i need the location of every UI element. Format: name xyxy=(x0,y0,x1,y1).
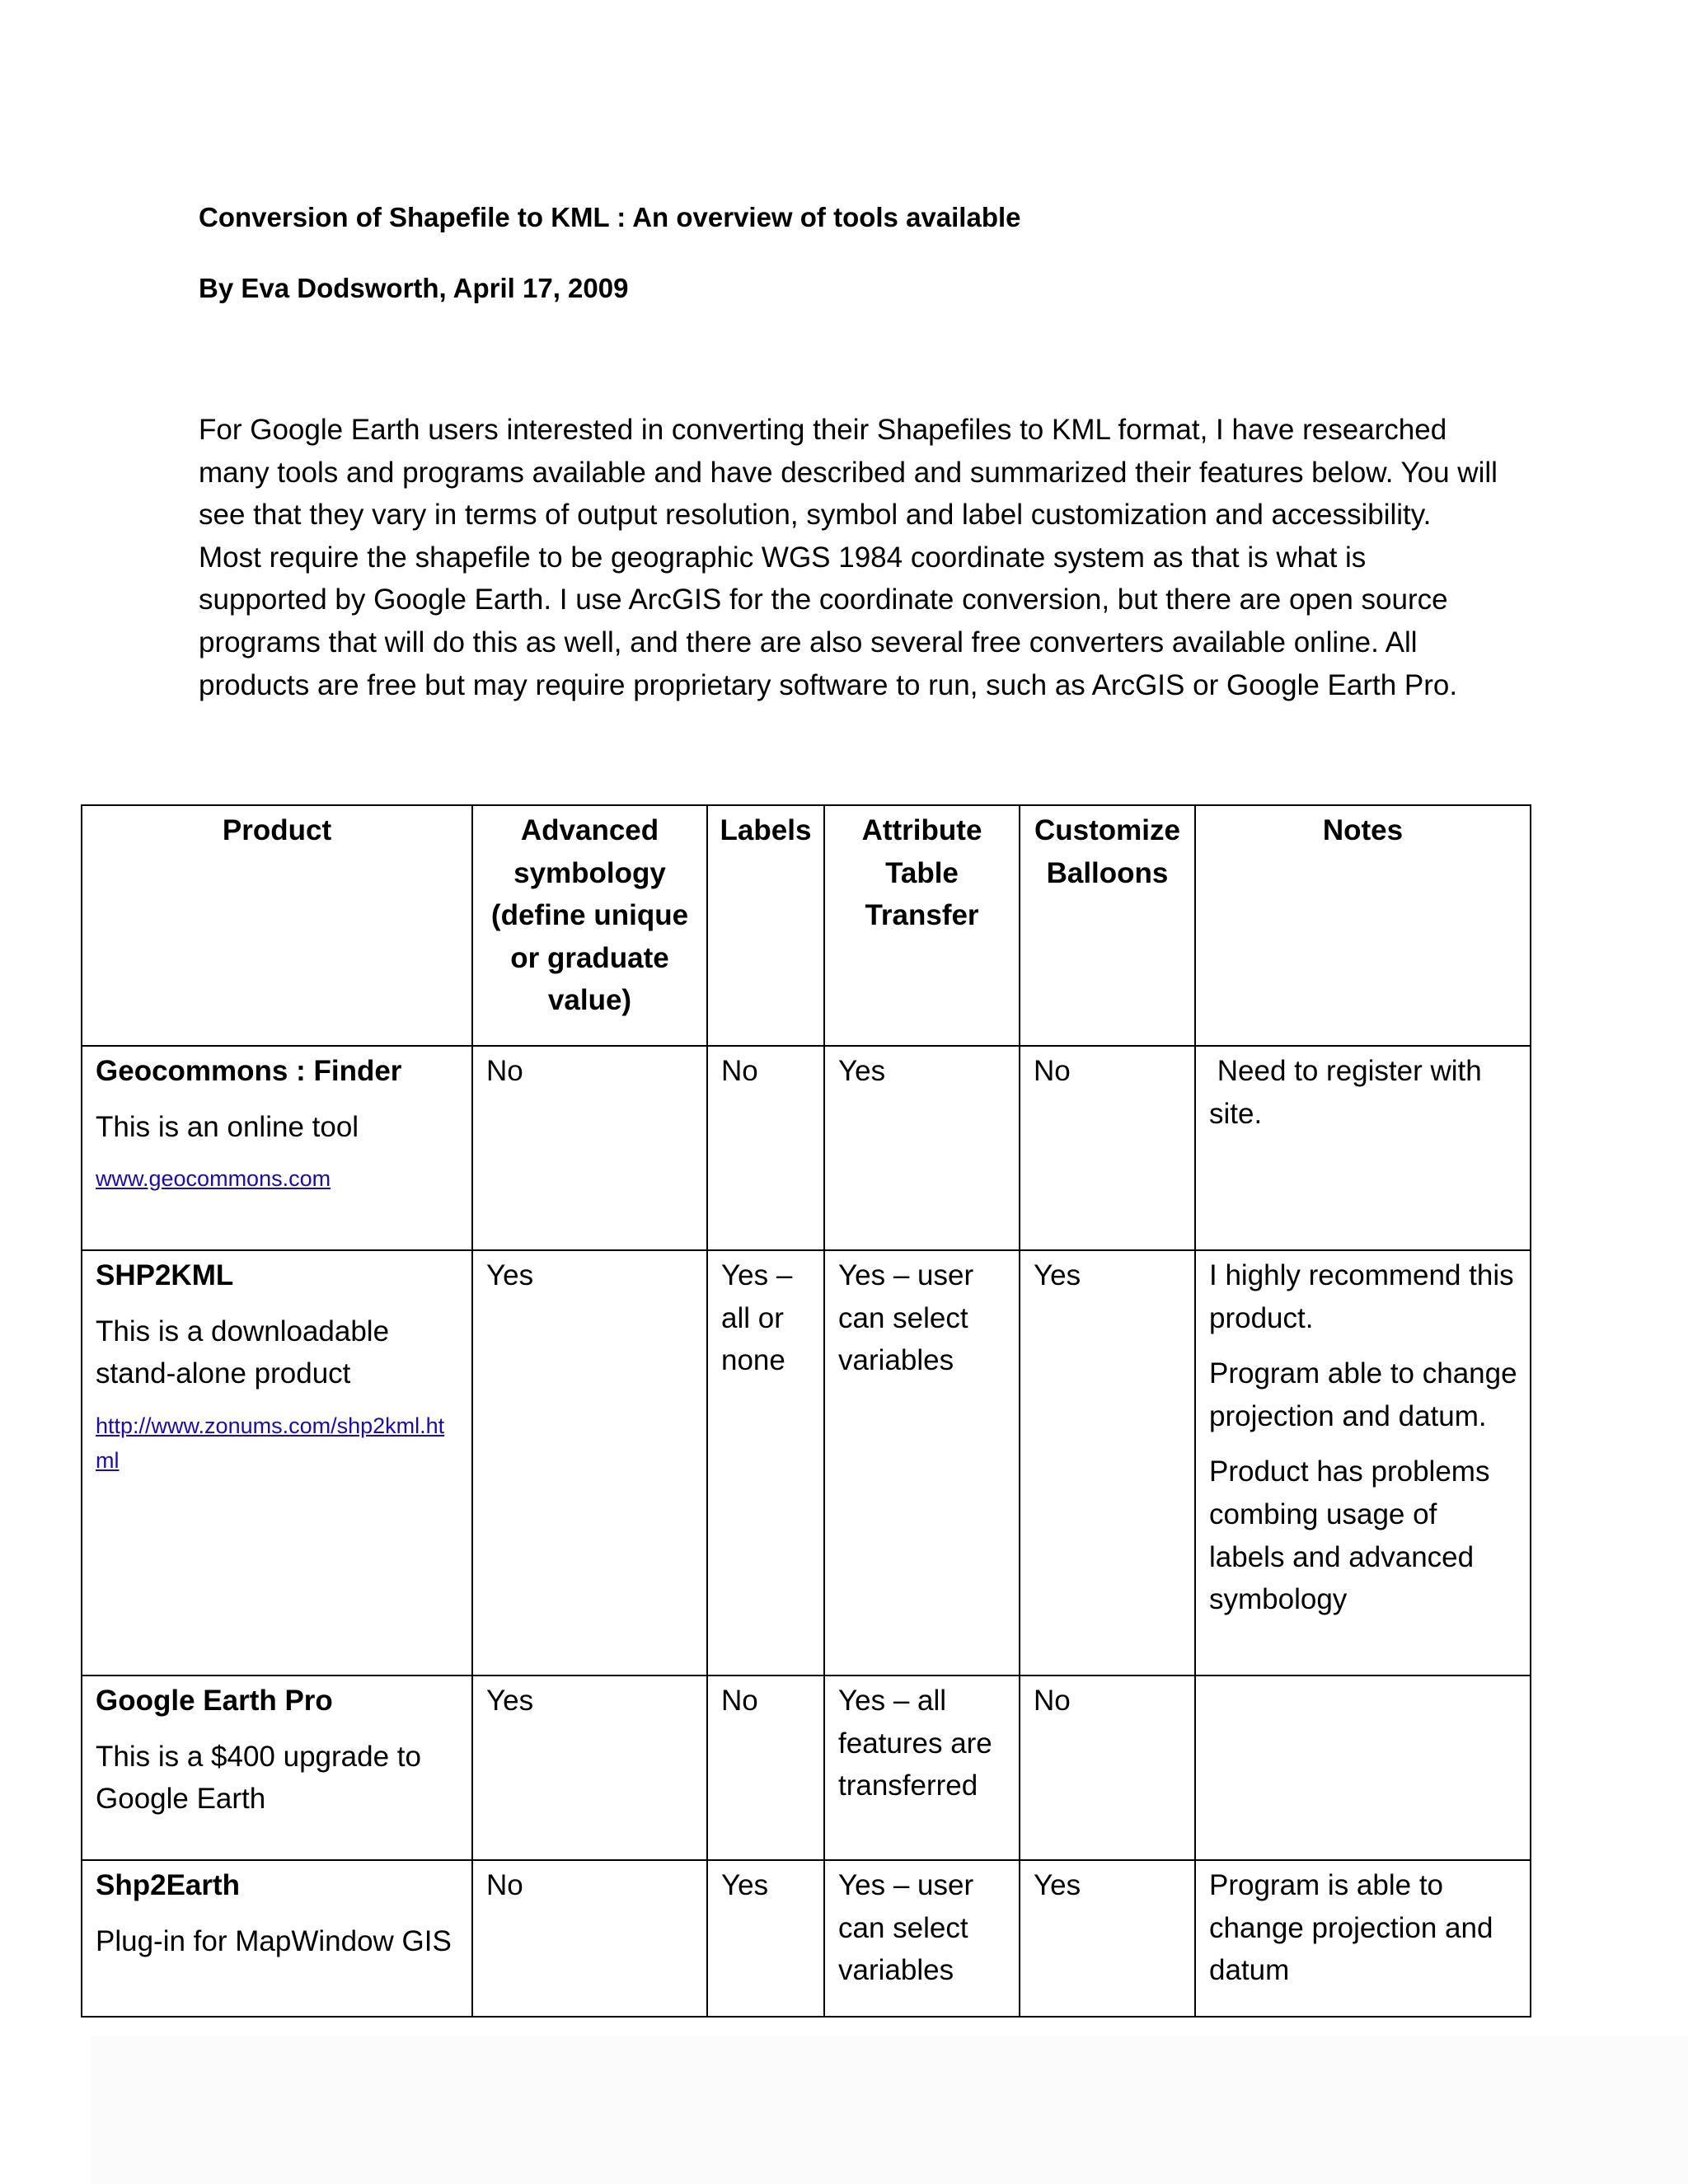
symbology-cell: Yes xyxy=(472,1675,707,1860)
header-symbology: Advanced symbology (define unique or graduate value) xyxy=(472,805,707,1046)
attribute-cell: Yes – user can select variables xyxy=(824,1860,1020,2017)
symbology-cell: No xyxy=(472,1860,707,2017)
product-name: SHP2KML xyxy=(96,1259,234,1291)
symbology-cell: No xyxy=(472,1046,707,1250)
table-row xyxy=(82,1860,1531,2017)
balloons-cell: No xyxy=(1020,1675,1195,1860)
notes-cell xyxy=(1195,1046,1531,1250)
balloons-cell: Yes xyxy=(1020,1250,1195,1675)
table-row xyxy=(82,1250,1531,1675)
note-text: I highly recommend this product. xyxy=(1209,1259,1514,1334)
header-balloons: Customize Balloons xyxy=(1020,805,1195,1046)
intro-paragraph: For Google Earth users interested in converting their Shapefiles to KML format, I have researched many tools and programs available and have described and summarized their features below. You will see that they vary in terms of output resolution, symbol and label customization and accessibility. Most require the shapefile to be geographic WGS 1984 coordinate system as that is what is supported by Google Earth. I use ArcGIS for the coordinate conversion, but there are open source programs that will do this as well, and there are also several free converters available online. All products are free but may require proprietary software to run, such as ArcGIS or Google Earth Pro. xyxy=(199,414,1498,701)
product-link[interactable]: www.geocommons.com xyxy=(96,1166,331,1192)
balloons-cell: No xyxy=(1020,1046,1195,1250)
document-byline: By Eva Dodsworth, April 17, 2009 xyxy=(199,273,629,303)
product-description: This is a $400 upgrade to Google Earth xyxy=(96,1740,421,1816)
notes-cell xyxy=(1195,1250,1531,1675)
attribute-cell: Yes – user can select variables xyxy=(824,1250,1020,1675)
product-cell xyxy=(82,1250,472,1675)
tools-comparison-table xyxy=(81,804,1531,2018)
document-title: Conversion of Shapefile to KML : An overview of tools available xyxy=(199,202,1021,232)
attribute-cell: Yes xyxy=(824,1046,1020,1250)
product-cell xyxy=(82,1046,472,1250)
labels-cell: No xyxy=(707,1046,824,1250)
header-notes: Notes xyxy=(1195,805,1531,1046)
table-row xyxy=(82,1046,1531,1250)
header-attribute: Attribute Table Transfer xyxy=(824,805,1020,1046)
table-row xyxy=(82,1675,1531,1860)
note-text: Program able to change projection and datum. xyxy=(1209,1357,1517,1432)
labels-cell: Yes xyxy=(707,1860,824,2017)
notes-cell xyxy=(1195,1860,1531,2017)
product-cell xyxy=(82,1675,472,1860)
note-text: Product has problems combing usage of labels and advanced symbology xyxy=(1209,1455,1490,1616)
header-product: Product xyxy=(82,805,472,1046)
product-description: This is a downloadable stand-alone product xyxy=(96,1315,390,1390)
attribute-cell: Yes – all features are transferred xyxy=(824,1675,1020,1860)
page-bottom-shading xyxy=(91,2036,1688,2184)
product-description: Plug-in for MapWindow GIS xyxy=(96,1924,452,1957)
notes-cell xyxy=(1195,1675,1531,1860)
product-name: Google Earth Pro xyxy=(96,1685,333,1717)
product-name: Shp2Earth xyxy=(96,1869,241,1901)
note-text: Program is able to change projection and datum xyxy=(1209,1869,1493,1987)
header-labels: Labels xyxy=(707,805,824,1046)
labels-cell: Yes – all or none xyxy=(707,1250,824,1675)
balloons-cell: Yes xyxy=(1020,1860,1195,2017)
symbology-cell: Yes xyxy=(472,1250,707,1675)
note-text: Need to register with site. xyxy=(1209,1055,1490,1130)
product-name: Geocommons : Finder xyxy=(96,1055,402,1087)
labels-cell: No xyxy=(707,1675,824,1860)
product-link[interactable]: http://www.zonums.com/shp2kml.html xyxy=(96,1413,445,1473)
product-description: This is an online tool xyxy=(96,1110,359,1143)
product-cell xyxy=(82,1860,472,2017)
table-header-row xyxy=(82,805,1531,1046)
